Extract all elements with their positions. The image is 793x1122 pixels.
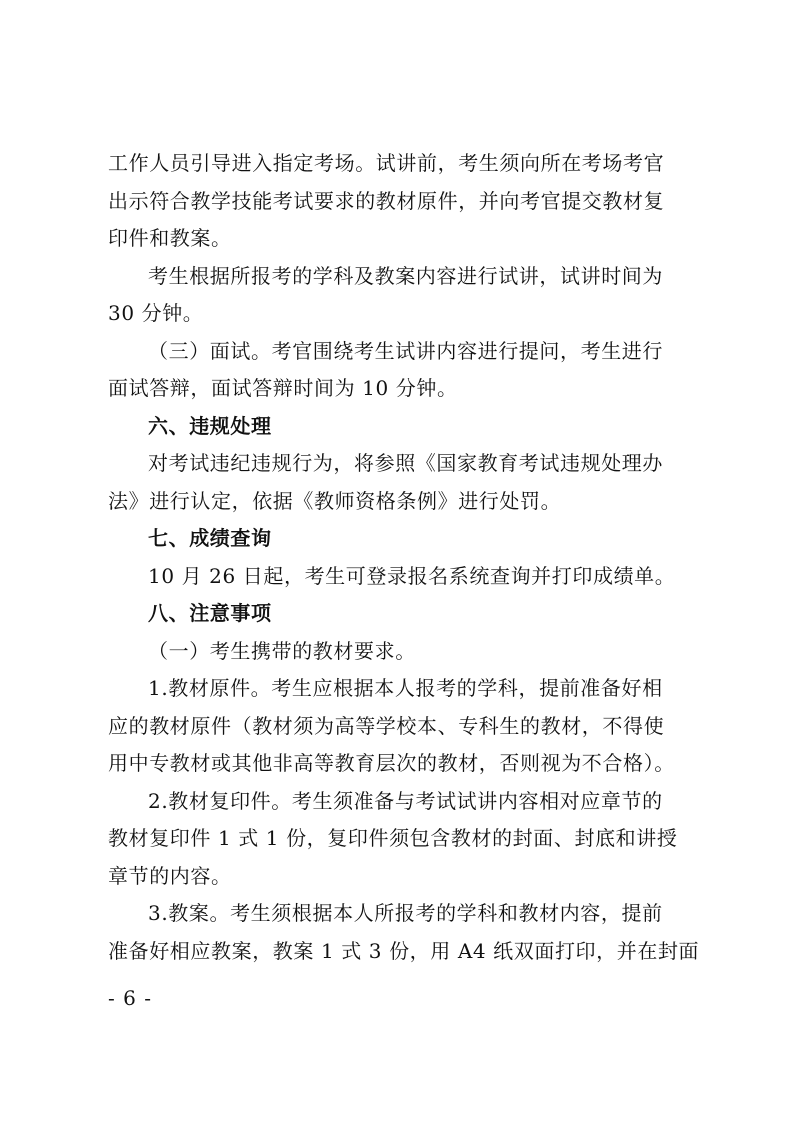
paragraph-line: 应的教材原件（教材须为高等学校本、专科生的教材，不得使 (108, 713, 665, 738)
paragraph-line: 30 分钟。 (108, 301, 204, 325)
paragraph-line: （一）考生携带的教材要求。 (148, 638, 416, 663)
paragraph-line: 工作人员引导进入指定考场。试讲前，考生须向所在考场考官 (108, 151, 665, 175)
paragraph-line: 考生根据所报考的学科及教案内容进行试讲，试讲时间为 (148, 263, 663, 288)
page-number: - 6 - (108, 986, 152, 1010)
paragraph-line: 2.教材复印件。考生须准备与考试试讲内容相对应章节的 (148, 788, 663, 813)
section-heading-notes: 八、注意事项 (148, 601, 272, 625)
paragraph-line: 3.教案。考生须根据本人所报考的学科和教材内容，提前 (148, 901, 663, 925)
document-body (108, 145, 700, 970)
section-heading-violations: 六、违规处理 (148, 413, 272, 438)
paragraph-line: 章节的内容。 (108, 863, 232, 888)
paragraph-line: 出示符合教学技能考试要求的教材原件，并向考官提交教材复 (108, 188, 665, 213)
section-heading-score-query: 七、成绩查询 (148, 526, 272, 550)
paragraph-line: 准备好相应教案，教案 1 式 3 份，用 A4 纸双面打印，并在封面 (108, 938, 700, 963)
paragraph-line: 用中专教材或其他非高等教育层次的教材，否则视为不合格）。 (108, 751, 675, 775)
paragraph-line: 10 月 26 日起，考生可登录报名系统查询并打印成绩单。 (148, 563, 676, 588)
paragraph-line: 1.教材原件。考生应根据本人报考的学科，提前准备好相 (148, 676, 663, 700)
paragraph-line: 法》进行认定，依据《教师资格条例》进行处罚。 (108, 488, 562, 513)
paragraph-line: 对考试违纪违规行为，将参照《国家教育考试违规处理办 (148, 451, 663, 475)
paragraph-line: （三）面试。考官围绕考生试讲内容进行提问，考生进行 (148, 338, 663, 363)
paragraph-line: 教材复印件 1 式 1 份，复印件须包含教材的封面、封底和讲授 (108, 826, 678, 850)
paragraph-line: 印件和教案。 (108, 226, 232, 250)
paragraph-line: 面试答辩，面试答辩时间为 10 分钟。 (108, 376, 458, 400)
